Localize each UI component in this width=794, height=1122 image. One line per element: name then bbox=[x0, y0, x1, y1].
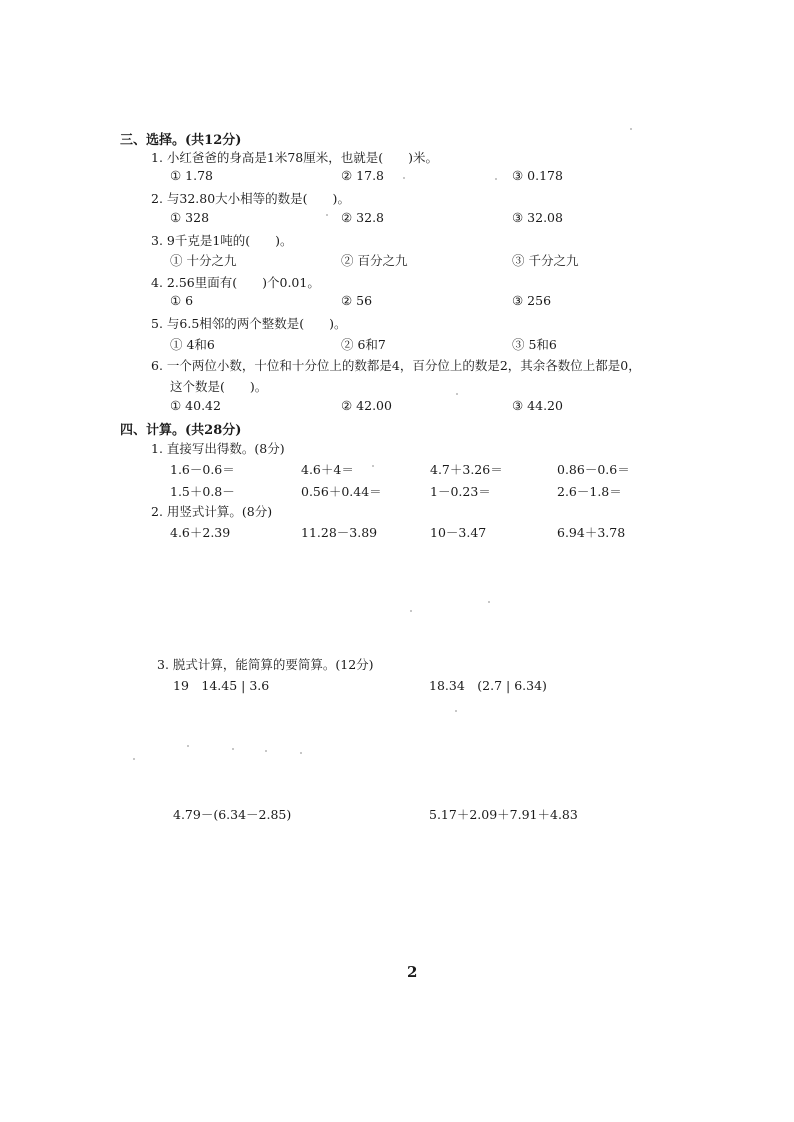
scan-speck bbox=[630, 128, 632, 130]
question-6-option-1: ① 40.42 bbox=[170, 398, 221, 413]
scan-speck bbox=[187, 745, 189, 747]
page-number: 2 bbox=[407, 963, 418, 981]
question-2-text: 2. 与32.80大小相等的数是( )。 bbox=[151, 191, 350, 206]
oral-calc-6: 0.56＋0.44＝ bbox=[301, 484, 382, 499]
scan-speck bbox=[133, 758, 135, 760]
vertical-calc-1: 4.6＋2.39 bbox=[170, 525, 231, 540]
question-1-option-2: ② 17.8 bbox=[341, 168, 385, 183]
oral-calc-1: 1.6－0.6＝ bbox=[170, 462, 235, 477]
scan-speck bbox=[232, 748, 234, 750]
question-1-option-3: ③ 0.178 bbox=[512, 168, 563, 183]
scan-speck bbox=[372, 465, 374, 467]
vertical-calc-4: 6.94＋3.78 bbox=[557, 525, 626, 540]
vertical-calc-3: 10－3.47 bbox=[430, 525, 487, 540]
question-6-option-3: ③ 44.20 bbox=[512, 398, 563, 413]
question-5-option-2: ② 6和7 bbox=[341, 337, 386, 352]
stepwise-calc-4: 5.17＋2.09＋7.91＋4.83 bbox=[429, 807, 578, 822]
scan-speck bbox=[456, 393, 458, 395]
question-4-option-2: ② 56 bbox=[341, 293, 373, 308]
question-3-option-2: ② 百分之九 bbox=[341, 253, 408, 268]
oral-calc-3: 4.7＋3.26＝ bbox=[430, 462, 503, 477]
scan-speck bbox=[326, 214, 328, 216]
question-4-option-3: ③ 256 bbox=[512, 293, 552, 308]
calc-part-1-heading: 1. 直接写出得数。(8分) bbox=[151, 441, 285, 456]
question-3-text: 3. 9千克是1吨的( )。 bbox=[151, 233, 293, 248]
stepwise-calc-1: 19 14.45 | 3.6 bbox=[173, 678, 270, 693]
scan-speck bbox=[403, 177, 405, 179]
question-6-text-continued: 这个数是( )。 bbox=[170, 379, 268, 394]
question-6-option-2: ② 42.00 bbox=[341, 398, 392, 413]
question-4-option-1: ① 6 bbox=[170, 293, 194, 308]
question-2-option-3: ③ 32.08 bbox=[512, 210, 563, 225]
scan-speck bbox=[495, 178, 497, 180]
question-1-text: 1. 小红爸爸的身高是1米78厘米，也就是( )米。 bbox=[151, 150, 439, 165]
vertical-calc-2: 11.28－3.89 bbox=[301, 525, 378, 540]
scan-speck bbox=[265, 750, 267, 752]
question-2-option-2: ② 32.8 bbox=[341, 210, 385, 225]
question-4-text: 4. 2.56里面有( )个0.01。 bbox=[151, 275, 320, 290]
oral-calc-8: 2.6－1.8＝ bbox=[557, 484, 622, 499]
oral-calc-4: 0.86－0.6＝ bbox=[557, 462, 630, 477]
oral-calc-5: 1.5＋0.8－ bbox=[170, 484, 235, 499]
question-2-option-1: ① 328 bbox=[170, 210, 210, 225]
stepwise-calc-3: 4.79－(6.34－2.85) bbox=[173, 807, 292, 822]
question-3-option-1: ① 十分之九 bbox=[170, 253, 237, 268]
question-5-option-3: ③ 5和6 bbox=[512, 337, 557, 352]
scan-speck bbox=[488, 601, 490, 603]
oral-calc-7: 1－0.23＝ bbox=[430, 484, 491, 499]
calc-part-2-heading: 2. 用竖式计算。(8分) bbox=[151, 504, 273, 519]
question-5-option-1: ① 4和6 bbox=[170, 337, 215, 352]
question-6-text: 6. 一个两位小数，十位和十分位上的数都是4，百分位上的数是2，其余各数位上都是0， bbox=[151, 358, 641, 373]
section-3-title: 三、选择。(共12分) bbox=[120, 133, 242, 148]
question-3-option-3: ③ 千分之九 bbox=[512, 253, 579, 268]
question-1-option-1: ① 1.78 bbox=[170, 168, 214, 183]
oral-calc-2: 4.6＋4＝ bbox=[301, 462, 354, 477]
scan-speck bbox=[300, 752, 302, 754]
calc-part-3-heading: 3. 脱式计算，能简算的要简算。(12分) bbox=[157, 657, 374, 672]
scan-speck bbox=[455, 710, 457, 712]
scan-speck bbox=[410, 610, 412, 612]
section-4-title: 四、计算。(共28分) bbox=[120, 423, 242, 438]
question-5-text: 5. 与6.5相邻的两个整数是( )。 bbox=[151, 316, 347, 331]
stepwise-calc-2: 18.34 (2.7 | 6.34) bbox=[429, 678, 547, 693]
